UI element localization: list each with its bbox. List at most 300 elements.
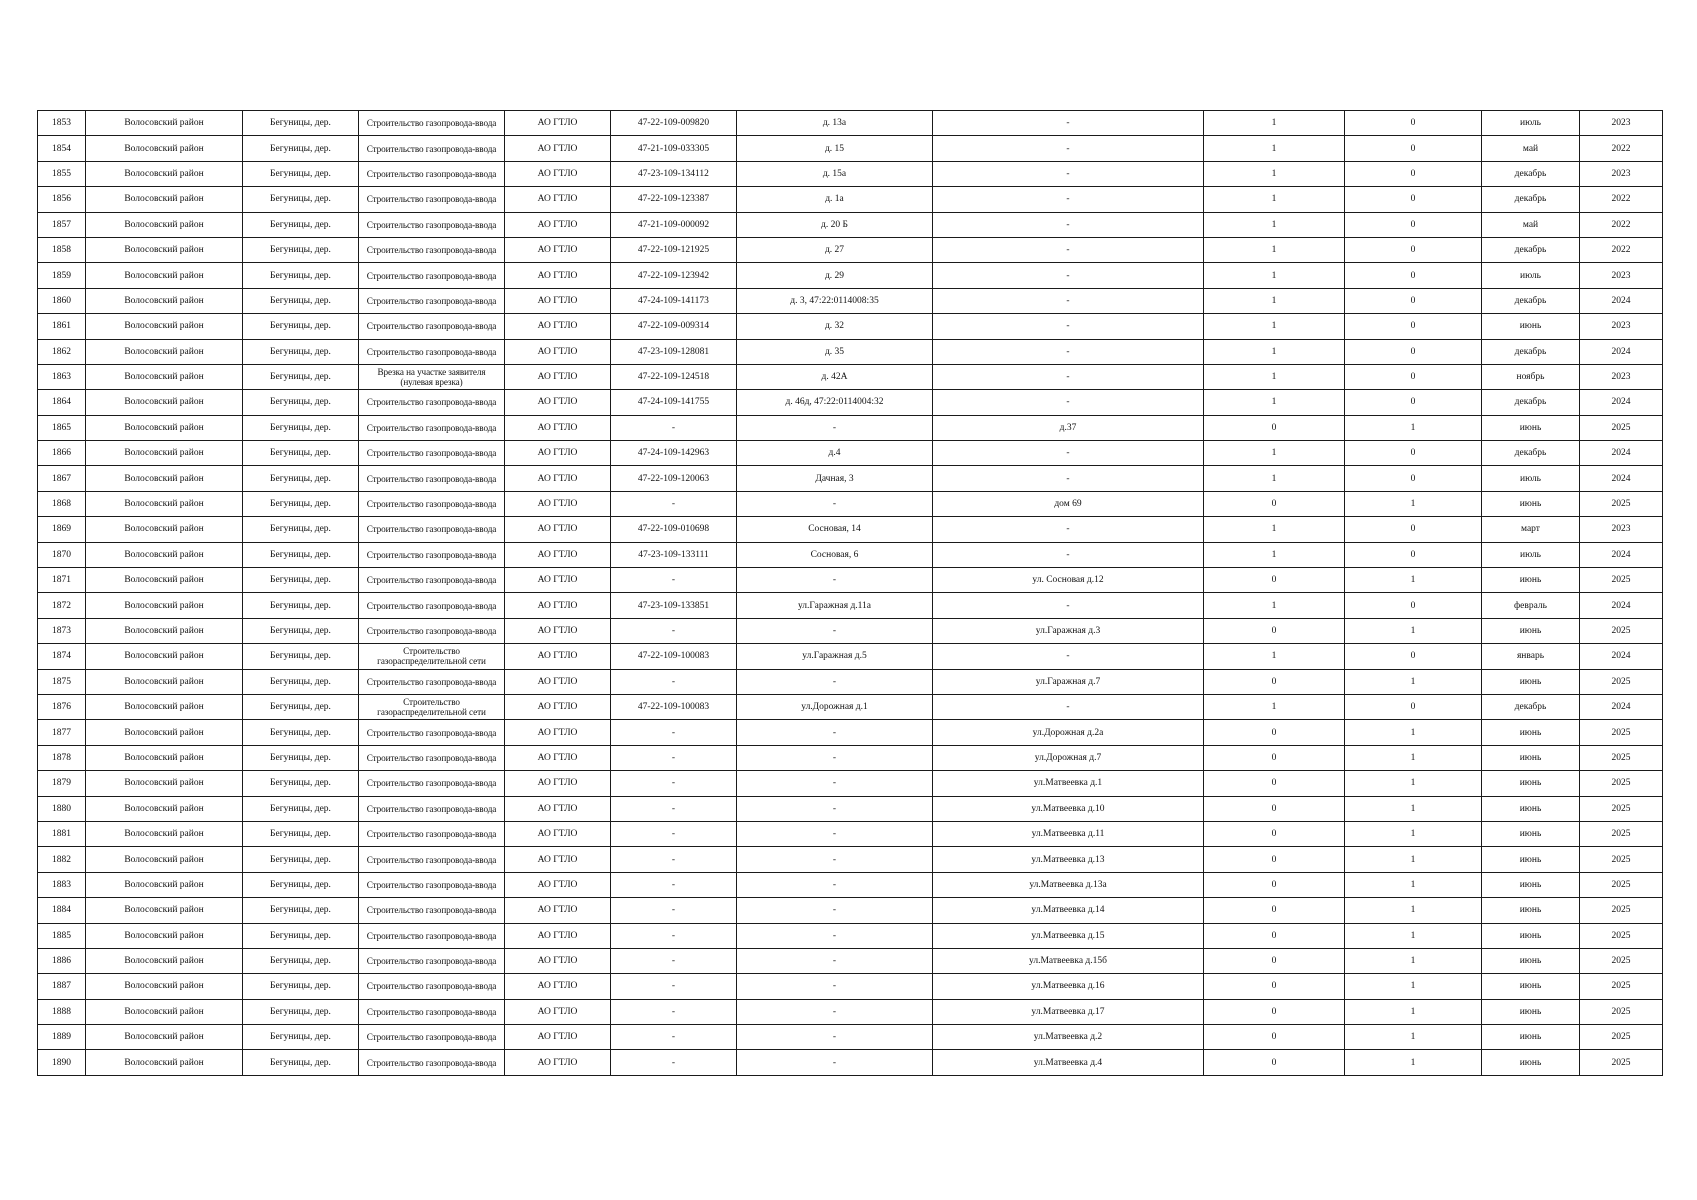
cell-organization: АО ГТЛО — [505, 441, 611, 466]
cell-organization: АО ГТЛО — [505, 187, 611, 212]
cell-month: декабрь — [1482, 237, 1580, 262]
cell-row-number: 1882 — [38, 847, 86, 872]
cell-application-number: - — [611, 847, 737, 872]
cell-application-number: - — [611, 1050, 737, 1075]
cell-application-number: - — [611, 796, 737, 821]
cell-work-type: Строительство газопровода-ввода — [359, 898, 505, 923]
cell-district: Волосовский район — [86, 771, 243, 796]
cell-year: 2025 — [1580, 491, 1663, 516]
cell-address-planned: - — [933, 517, 1204, 542]
cell-month: июнь — [1482, 669, 1580, 694]
cell-application-number: - — [611, 1025, 737, 1050]
cell-count-b: 1 — [1345, 898, 1482, 923]
cell-address-planned: - — [933, 111, 1204, 136]
cell-month: июнь — [1482, 821, 1580, 846]
cell-address: д. 20 Б — [737, 212, 933, 237]
cell-district: Волосовский район — [86, 872, 243, 897]
cell-settlement: Бегуницы, дер. — [243, 491, 359, 516]
cell-application-number: 47-22-109-009820 — [611, 111, 737, 136]
cell-district: Волосовский район — [86, 694, 243, 719]
cell-application-number: 47-23-109-128081 — [611, 339, 737, 364]
cell-row-number: 1883 — [38, 872, 86, 897]
cell-application-number: 47-22-109-123387 — [611, 187, 737, 212]
cell-row-number: 1877 — [38, 720, 86, 745]
cell-month: июнь — [1482, 491, 1580, 516]
cell-address-planned: - — [933, 136, 1204, 161]
cell-row-number: 1869 — [38, 517, 86, 542]
cell-work-type: Строительство газопровода-ввода — [359, 771, 505, 796]
table-row — [38, 618, 1663, 643]
cell-organization: АО ГТЛО — [505, 872, 611, 897]
cell-row-number: 1886 — [38, 948, 86, 973]
cell-address: - — [737, 669, 933, 694]
cell-district: Волосовский район — [86, 466, 243, 491]
cell-address-planned: - — [933, 593, 1204, 618]
cell-settlement: Бегуницы, дер. — [243, 314, 359, 339]
table-row — [38, 161, 1663, 186]
cell-address-planned: - — [933, 288, 1204, 313]
cell-year: 2025 — [1580, 872, 1663, 897]
cell-district: Волосовский район — [86, 390, 243, 415]
cell-district: Волосовский район — [86, 187, 243, 212]
cell-row-number: 1875 — [38, 669, 86, 694]
cell-count-a: 0 — [1204, 1050, 1345, 1075]
cell-application-number: - — [611, 872, 737, 897]
cell-address: - — [737, 847, 933, 872]
cell-application-number: - — [611, 618, 737, 643]
cell-row-number: 1864 — [38, 390, 86, 415]
cell-settlement: Бегуницы, дер. — [243, 237, 359, 262]
cell-month: июль — [1482, 111, 1580, 136]
cell-work-type: Строительство газопровода-ввода — [359, 948, 505, 973]
cell-month: декабрь — [1482, 161, 1580, 186]
cell-year: 2022 — [1580, 187, 1663, 212]
cell-organization: АО ГТЛО — [505, 1025, 611, 1050]
cell-address: - — [737, 999, 933, 1024]
cell-address: ул.Гаражная д.5 — [737, 644, 933, 669]
cell-month: июнь — [1482, 745, 1580, 770]
gas-connection-table — [37, 110, 1663, 1076]
cell-count-a: 0 — [1204, 821, 1345, 846]
cell-organization: АО ГТЛО — [505, 263, 611, 288]
cell-count-b: 1 — [1345, 847, 1482, 872]
cell-district: Волосовский район — [86, 847, 243, 872]
cell-year: 2023 — [1580, 263, 1663, 288]
cell-address: д. 42А — [737, 364, 933, 389]
cell-district: Волосовский район — [86, 644, 243, 669]
cell-address: Сосновая, 6 — [737, 542, 933, 567]
cell-address: - — [737, 974, 933, 999]
cell-work-type: Строительство газопровода-ввода — [359, 517, 505, 542]
cell-address: - — [737, 415, 933, 440]
cell-address: д. 32 — [737, 314, 933, 339]
table-row — [38, 872, 1663, 897]
cell-month: июнь — [1482, 1050, 1580, 1075]
cell-district: Волосовский район — [86, 263, 243, 288]
cell-count-b: 0 — [1345, 364, 1482, 389]
table-row — [38, 694, 1663, 719]
cell-month: декабрь — [1482, 187, 1580, 212]
cell-year: 2025 — [1580, 821, 1663, 846]
cell-month: май — [1482, 212, 1580, 237]
cell-application-number: - — [611, 415, 737, 440]
cell-month: июнь — [1482, 948, 1580, 973]
cell-application-number: 47-22-109-009314 — [611, 314, 737, 339]
cell-row-number: 1884 — [38, 898, 86, 923]
cell-district: Волосовский район — [86, 948, 243, 973]
cell-count-b: 1 — [1345, 1025, 1482, 1050]
cell-count-a: 0 — [1204, 568, 1345, 593]
cell-organization: АО ГТЛО — [505, 111, 611, 136]
cell-count-b: 0 — [1345, 212, 1482, 237]
cell-month: июнь — [1482, 720, 1580, 745]
cell-work-type: Строительство газопровода-ввода — [359, 339, 505, 364]
cell-work-type: Строительство газораспределительной сети — [359, 644, 505, 669]
cell-organization: АО ГТЛО — [505, 644, 611, 669]
table-row — [38, 542, 1663, 567]
cell-application-number: - — [611, 974, 737, 999]
cell-count-a: 0 — [1204, 847, 1345, 872]
cell-district: Волосовский район — [86, 745, 243, 770]
table-row — [38, 364, 1663, 389]
table-row — [38, 948, 1663, 973]
cell-settlement: Бегуницы, дер. — [243, 415, 359, 440]
cell-district: Волосовский район — [86, 517, 243, 542]
cell-address-planned: ул.Дорожная д.7 — [933, 745, 1204, 770]
table-row — [38, 999, 1663, 1024]
cell-count-a: 1 — [1204, 390, 1345, 415]
cell-district: Волосовский район — [86, 593, 243, 618]
cell-row-number: 1879 — [38, 771, 86, 796]
cell-count-a: 0 — [1204, 745, 1345, 770]
cell-count-b: 1 — [1345, 923, 1482, 948]
cell-work-type: Строительство газопровода-ввода — [359, 974, 505, 999]
cell-settlement: Бегуницы, дер. — [243, 898, 359, 923]
cell-application-number: 47-22-109-100083 — [611, 644, 737, 669]
cell-application-number: - — [611, 898, 737, 923]
cell-district: Волосовский район — [86, 542, 243, 567]
cell-district: Волосовский район — [86, 161, 243, 186]
cell-address-planned: - — [933, 694, 1204, 719]
cell-address: - — [737, 923, 933, 948]
cell-month: декабрь — [1482, 390, 1580, 415]
cell-address: - — [737, 948, 933, 973]
cell-district: Волосовский район — [86, 415, 243, 440]
cell-count-b: 1 — [1345, 974, 1482, 999]
cell-month: июнь — [1482, 771, 1580, 796]
cell-district: Волосовский район — [86, 669, 243, 694]
cell-count-b: 0 — [1345, 111, 1482, 136]
cell-count-a: 1 — [1204, 517, 1345, 542]
cell-month: июнь — [1482, 796, 1580, 821]
table-row — [38, 593, 1663, 618]
cell-month: июнь — [1482, 1025, 1580, 1050]
cell-address-planned: ул.Гаражная д.3 — [933, 618, 1204, 643]
table-row — [38, 263, 1663, 288]
cell-application-number: 47-22-109-100083 — [611, 694, 737, 719]
cell-count-a: 0 — [1204, 923, 1345, 948]
cell-organization: АО ГТЛО — [505, 847, 611, 872]
cell-organization: АО ГТЛО — [505, 390, 611, 415]
cell-month: июль — [1482, 263, 1580, 288]
cell-row-number: 1887 — [38, 974, 86, 999]
cell-count-a: 1 — [1204, 237, 1345, 262]
cell-address: д.4 — [737, 441, 933, 466]
cell-count-b: 1 — [1345, 1050, 1482, 1075]
cell-organization: АО ГТЛО — [505, 364, 611, 389]
cell-application-number: - — [611, 745, 737, 770]
cell-month: июнь — [1482, 415, 1580, 440]
cell-count-a: 1 — [1204, 542, 1345, 567]
cell-count-a: 1 — [1204, 111, 1345, 136]
cell-count-a: 0 — [1204, 618, 1345, 643]
cell-count-a: 0 — [1204, 898, 1345, 923]
cell-count-a: 1 — [1204, 364, 1345, 389]
cell-count-a: 1 — [1204, 263, 1345, 288]
cell-application-number: - — [611, 568, 737, 593]
cell-work-type: Строительство газопровода-ввода — [359, 745, 505, 770]
cell-count-a: 1 — [1204, 694, 1345, 719]
cell-district: Волосовский район — [86, 288, 243, 313]
cell-count-a: 0 — [1204, 948, 1345, 973]
cell-address-planned: - — [933, 263, 1204, 288]
cell-row-number: 1856 — [38, 187, 86, 212]
cell-count-a: 1 — [1204, 187, 1345, 212]
cell-district: Волосовский район — [86, 136, 243, 161]
cell-work-type: Строительство газопровода-ввода — [359, 212, 505, 237]
table-row — [38, 796, 1663, 821]
cell-organization: АО ГТЛО — [505, 491, 611, 516]
cell-address: д. 13а — [737, 111, 933, 136]
cell-month: июль — [1482, 466, 1580, 491]
cell-count-b: 1 — [1345, 415, 1482, 440]
cell-year: 2025 — [1580, 415, 1663, 440]
table-row — [38, 212, 1663, 237]
cell-month: июнь — [1482, 568, 1580, 593]
cell-address-planned: - — [933, 466, 1204, 491]
cell-address-planned: ул.Матвеевка д.10 — [933, 796, 1204, 821]
cell-address: - — [737, 1025, 933, 1050]
cell-count-a: 0 — [1204, 771, 1345, 796]
cell-organization: АО ГТЛО — [505, 745, 611, 770]
cell-address-planned: - — [933, 441, 1204, 466]
cell-settlement: Бегуницы, дер. — [243, 542, 359, 567]
cell-settlement: Бегуницы, дер. — [243, 441, 359, 466]
cell-work-type: Строительство газопровода-ввода — [359, 669, 505, 694]
cell-count-b: 1 — [1345, 872, 1482, 897]
cell-count-b: 0 — [1345, 136, 1482, 161]
cell-application-number: 47-23-109-134112 — [611, 161, 737, 186]
cell-settlement: Бегуницы, дер. — [243, 669, 359, 694]
cell-count-b: 0 — [1345, 263, 1482, 288]
cell-district: Волосовский район — [86, 1050, 243, 1075]
table-row — [38, 847, 1663, 872]
cell-application-number: - — [611, 491, 737, 516]
cell-work-type: Строительство газопровода-ввода — [359, 542, 505, 567]
cell-organization: АО ГТЛО — [505, 720, 611, 745]
cell-work-type: Строительство газопровода-ввода — [359, 161, 505, 186]
cell-count-a: 1 — [1204, 212, 1345, 237]
cell-application-number: 47-24-109-141755 — [611, 390, 737, 415]
cell-count-a: 0 — [1204, 491, 1345, 516]
cell-settlement: Бегуницы, дер. — [243, 720, 359, 745]
cell-month: июнь — [1482, 618, 1580, 643]
cell-address-planned: - — [933, 314, 1204, 339]
cell-year: 2024 — [1580, 694, 1663, 719]
cell-month: июнь — [1482, 314, 1580, 339]
table-row — [38, 466, 1663, 491]
cell-settlement: Бегуницы, дер. — [243, 212, 359, 237]
cell-address: - — [737, 796, 933, 821]
cell-settlement: Бегуницы, дер. — [243, 948, 359, 973]
cell-year: 2024 — [1580, 288, 1663, 313]
cell-work-type: Строительство газопровода-ввода — [359, 390, 505, 415]
cell-count-a: 1 — [1204, 593, 1345, 618]
cell-month: июнь — [1482, 999, 1580, 1024]
cell-row-number: 1868 — [38, 491, 86, 516]
cell-district: Волосовский район — [86, 923, 243, 948]
cell-settlement: Бегуницы, дер. — [243, 288, 359, 313]
cell-count-b: 0 — [1345, 644, 1482, 669]
cell-address: ул.Дорожная д.1 — [737, 694, 933, 719]
table-row — [38, 898, 1663, 923]
cell-application-number: - — [611, 923, 737, 948]
cell-count-b: 0 — [1345, 339, 1482, 364]
cell-month: ноябрь — [1482, 364, 1580, 389]
cell-address: - — [737, 898, 933, 923]
cell-count-b: 1 — [1345, 618, 1482, 643]
cell-address: д. 27 — [737, 237, 933, 262]
cell-application-number: 47-22-109-124518 — [611, 364, 737, 389]
cell-work-type: Врезка на участке заявителя (нулевая врезка) — [359, 364, 505, 389]
cell-organization: АО ГТЛО — [505, 161, 611, 186]
cell-organization: АО ГТЛО — [505, 212, 611, 237]
cell-year: 2024 — [1580, 466, 1663, 491]
cell-organization: АО ГТЛО — [505, 136, 611, 161]
cell-year: 2025 — [1580, 618, 1663, 643]
cell-settlement: Бегуницы, дер. — [243, 111, 359, 136]
cell-organization: АО ГТЛО — [505, 542, 611, 567]
cell-work-type: Строительство газопровода-ввода — [359, 466, 505, 491]
cell-settlement: Бегуницы, дер. — [243, 466, 359, 491]
cell-application-number: 47-22-109-010698 — [611, 517, 737, 542]
cell-count-b: 0 — [1345, 314, 1482, 339]
cell-year: 2023 — [1580, 517, 1663, 542]
cell-organization: АО ГТЛО — [505, 1050, 611, 1075]
cell-year: 2025 — [1580, 948, 1663, 973]
cell-organization: АО ГТЛО — [505, 999, 611, 1024]
cell-count-b: 1 — [1345, 669, 1482, 694]
cell-address-planned: ул.Матвеевка д.15 — [933, 923, 1204, 948]
cell-application-number: - — [611, 948, 737, 973]
cell-row-number: 1873 — [38, 618, 86, 643]
cell-organization: АО ГТЛО — [505, 796, 611, 821]
cell-month: декабрь — [1482, 288, 1580, 313]
table-row — [38, 314, 1663, 339]
cell-year: 2022 — [1580, 212, 1663, 237]
cell-count-b: 1 — [1345, 568, 1482, 593]
cell-organization: АО ГТЛО — [505, 948, 611, 973]
cell-address: - — [737, 872, 933, 897]
cell-address-planned: ул.Матвеевка д.1 — [933, 771, 1204, 796]
cell-work-type: Строительство газопровода-ввода — [359, 263, 505, 288]
cell-work-type: Строительство газопровода-ввода — [359, 1025, 505, 1050]
table-row — [38, 720, 1663, 745]
cell-district: Волосовский район — [86, 491, 243, 516]
cell-address-planned: - — [933, 390, 1204, 415]
cell-year: 2024 — [1580, 644, 1663, 669]
table-row — [38, 1050, 1663, 1075]
cell-address: д. 46д, 47:22:0114004:32 — [737, 390, 933, 415]
cell-count-b: 1 — [1345, 948, 1482, 973]
cell-count-a: 1 — [1204, 161, 1345, 186]
cell-settlement: Бегуницы, дер. — [243, 821, 359, 846]
cell-settlement: Бегуницы, дер. — [243, 568, 359, 593]
cell-organization: АО ГТЛО — [505, 339, 611, 364]
cell-month: июнь — [1482, 847, 1580, 872]
table-row — [38, 923, 1663, 948]
cell-work-type: Строительство газопровода-ввода — [359, 821, 505, 846]
cell-address-planned: ул. Сосновая д.12 — [933, 568, 1204, 593]
cell-count-b: 0 — [1345, 517, 1482, 542]
cell-year: 2025 — [1580, 669, 1663, 694]
cell-row-number: 1872 — [38, 593, 86, 618]
cell-application-number: 47-22-109-121925 — [611, 237, 737, 262]
cell-month: март — [1482, 517, 1580, 542]
table-body — [38, 111, 1663, 1076]
cell-organization: АО ГТЛО — [505, 415, 611, 440]
cell-count-a: 0 — [1204, 720, 1345, 745]
cell-month: июнь — [1482, 923, 1580, 948]
cell-settlement: Бегуницы, дер. — [243, 187, 359, 212]
cell-count-b: 0 — [1345, 466, 1482, 491]
cell-district: Волосовский район — [86, 339, 243, 364]
cell-count-a: 1 — [1204, 314, 1345, 339]
cell-month: июнь — [1482, 898, 1580, 923]
cell-work-type: Строительство газопровода-ввода — [359, 847, 505, 872]
cell-count-b: 0 — [1345, 593, 1482, 618]
cell-district: Волосовский район — [86, 821, 243, 846]
table-row — [38, 237, 1663, 262]
cell-address-planned: - — [933, 161, 1204, 186]
cell-count-a: 1 — [1204, 644, 1345, 669]
table-row — [38, 568, 1663, 593]
cell-organization: АО ГТЛО — [505, 771, 611, 796]
table-row — [38, 390, 1663, 415]
cell-work-type: Строительство газопровода-ввода — [359, 111, 505, 136]
table-row — [38, 288, 1663, 313]
cell-application-number: 47-22-109-120063 — [611, 466, 737, 491]
cell-row-number: 1857 — [38, 212, 86, 237]
cell-district: Волосовский район — [86, 314, 243, 339]
table-row — [38, 644, 1663, 669]
cell-count-a: 0 — [1204, 669, 1345, 694]
cell-district: Волосовский район — [86, 441, 243, 466]
cell-work-type: Строительство газопровода-ввода — [359, 796, 505, 821]
cell-month: февраль — [1482, 593, 1580, 618]
cell-settlement: Бегуницы, дер. — [243, 136, 359, 161]
cell-settlement: Бегуницы, дер. — [243, 847, 359, 872]
cell-work-type: Строительство газопровода-ввода — [359, 1050, 505, 1075]
cell-row-number: 1853 — [38, 111, 86, 136]
cell-settlement: Бегуницы, дер. — [243, 517, 359, 542]
cell-row-number: 1858 — [38, 237, 86, 262]
cell-count-a: 1 — [1204, 339, 1345, 364]
cell-settlement: Бегуницы, дер. — [243, 263, 359, 288]
cell-year: 2024 — [1580, 542, 1663, 567]
table-row — [38, 441, 1663, 466]
cell-month: декабрь — [1482, 441, 1580, 466]
